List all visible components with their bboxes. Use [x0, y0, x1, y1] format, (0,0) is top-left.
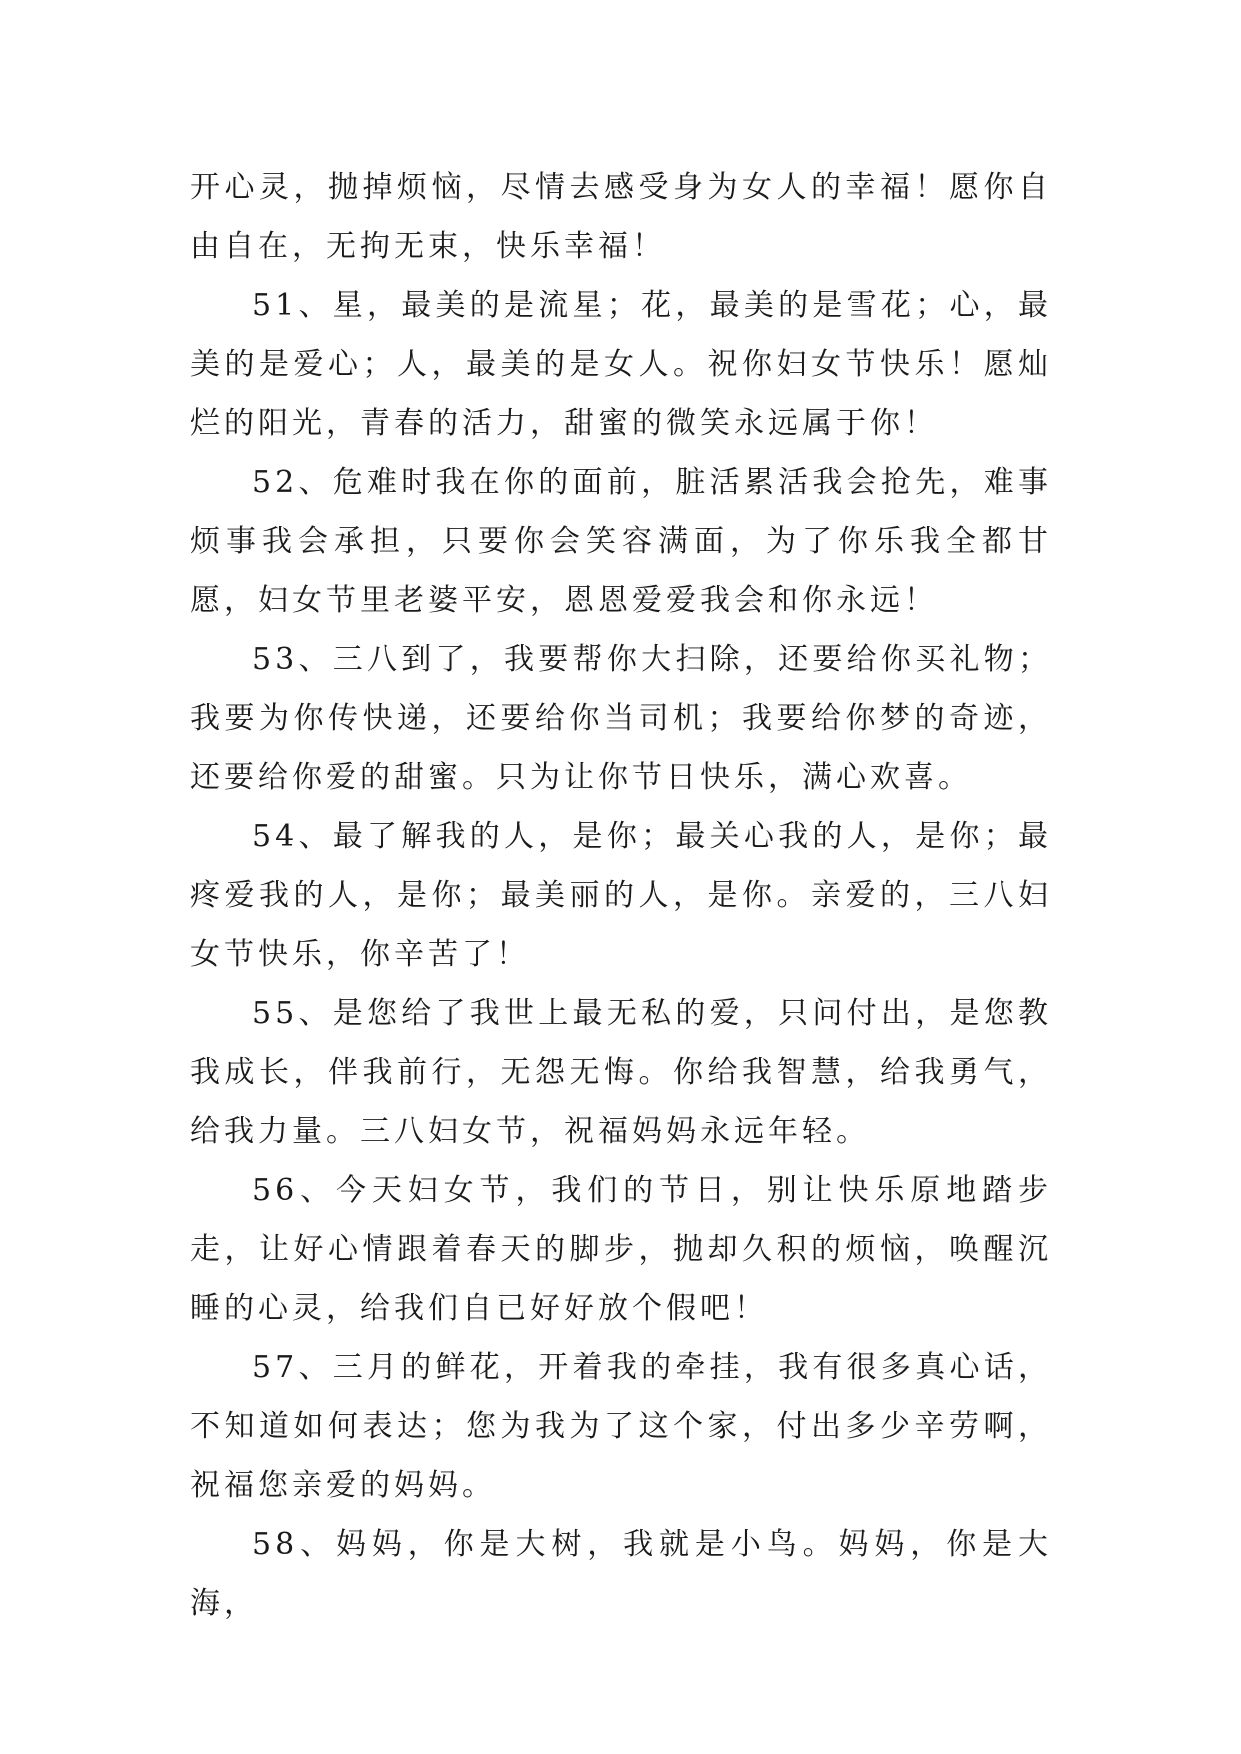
paragraph-56: 56、今天妇女节，我们的节日，别让快乐原地踏步走，让好心情跟着春天的脚步，抛却久积的烦恼，唤醒沉睡的心灵，给我们自已好好放个假吧！ — [190, 1173, 1052, 1326]
paragraph-53: 53、三八到了，我要帮你大扫除，还要给你买礼物；我要为你传快递，还要给你当司机；我要给你梦的奇迹，还要给你爱的甜蜜。只为让你节日快乐，满心欢喜。 — [190, 642, 1052, 795]
paragraph-continued: 开心灵，抛掉烦恼，尽情去感受身为女人的幸福！愿你自由自在，无拘无束，快乐幸福！ — [190, 170, 1052, 264]
document-body — [190, 158, 1052, 1633]
paragraph-54: 54、最了解我的人，是你；最关心我的人，是你；最疼爱我的人，是你；最美丽的人，是你。亲爱的，三八妇女节快乐，你辛苦了！ — [190, 819, 1052, 972]
paragraph-57: 57、三月的鲜花，开着我的牵挂，我有很多真心话，不知道如何表达；您为我为了这个家，付出多少辛劳啊，祝福您亲爱的妈妈。 — [190, 1350, 1052, 1503]
paragraph-52: 52、危难时我在你的面前，脏活累活我会抢先，难事烦事我会承担，只要你会笑容满面，为了你乐我全都甘愿，妇女节里老婆平安，恩恩爱爱我会和你永远！ — [190, 465, 1052, 618]
paragraph-58: 58、妈妈，你是大树，我就是小鸟。妈妈，你是大海， — [190, 1527, 1052, 1621]
paragraph-51: 51、星，最美的是流星；花，最美的是雪花；心，最美的是爱心；人，最美的是女人。祝你妇女节快乐！愿灿烂的阳光，青春的活力，甜蜜的微笑永远属于你！ — [190, 288, 1052, 441]
paragraph-55: 55、是您给了我世上最无私的爱，只问付出，是您教我成长，伴我前行，无怨无悔。你给我智慧，给我勇气，给我力量。三八妇女节，祝福妈妈永远年轻。 — [190, 996, 1052, 1149]
